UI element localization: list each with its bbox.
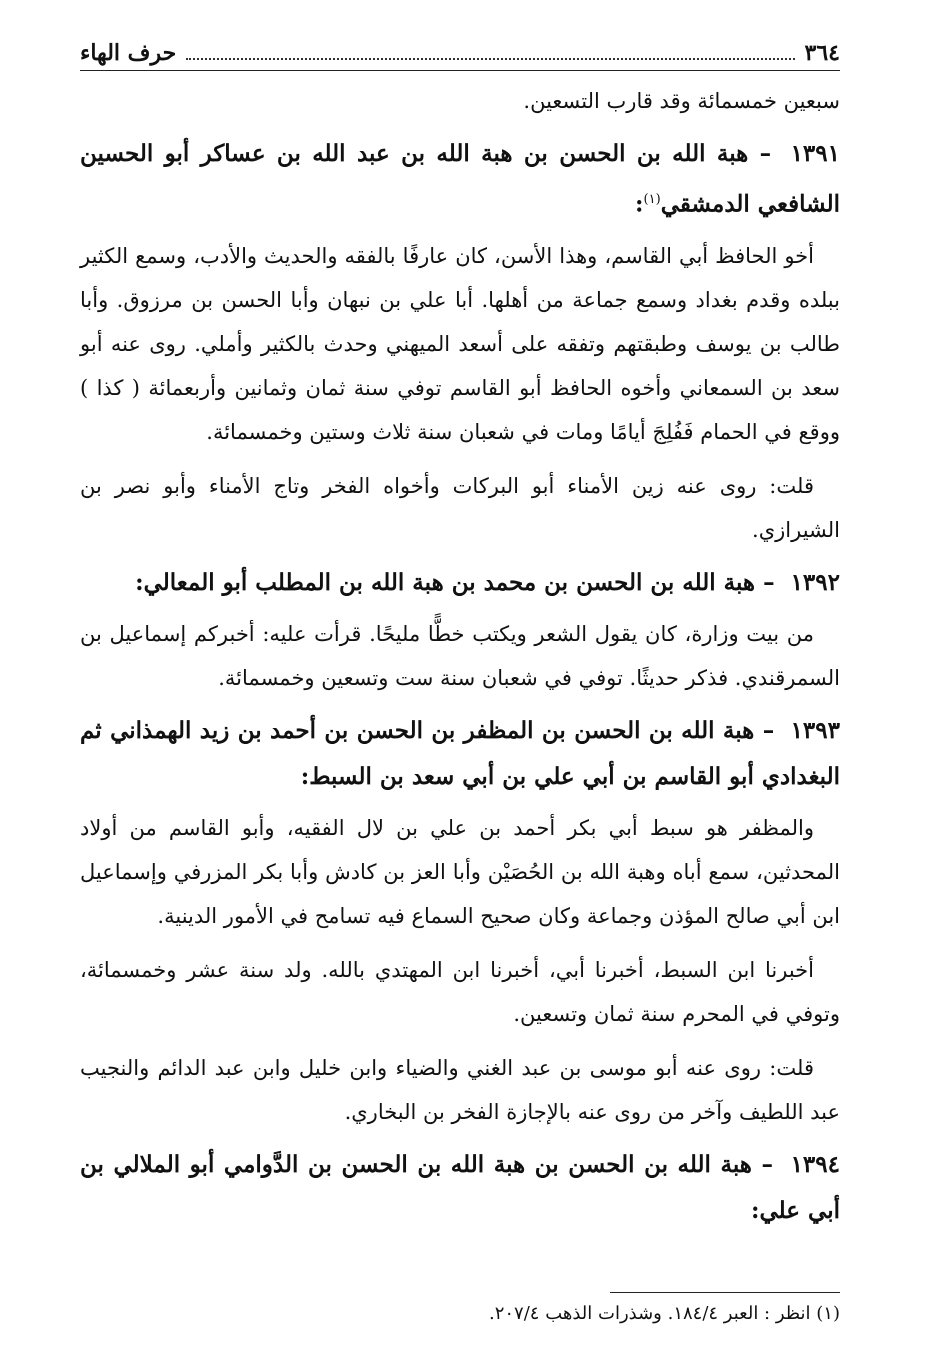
page-body <box>80 79 840 1234</box>
entry-title: هبة الله بن الحسن بن هبة الله بن الحسن بن الدَّوامي أبو الملالي بن أبي علي <box>80 1150 840 1224</box>
entry-colon: : <box>751 1196 760 1224</box>
paragraph: قلت: روى عنه أبو موسى بن عبد الغني والضياء وابن خليل وابن عبد الدائم والنجيب عبد اللطيف وآخر من روى عنه بالإجازة الفخر بن البخاري. <box>80 1055 840 1124</box>
entry-number: ١٣٩٤ <box>790 1150 840 1178</box>
footnote-divider <box>610 1292 840 1293</box>
page-header <box>80 40 840 71</box>
entry-title: هبة الله بن الحسن بن هبة الله بن عبد الله بن عساكر أبو الحسين الشافعي الدمشقي <box>80 140 840 218</box>
paragraph: قلت: روى عنه زين الأمناء أبو البركات وأخواه الفخر وتاج الأمناء وأبو نصر بن الشيرازي. <box>80 473 840 542</box>
entry-heading <box>80 131 840 228</box>
entry-dash: – <box>762 716 775 744</box>
paragraph: أخو الحافظ أبي القاسم، وهذا الأسن، كان عارفًا بالفقه والحديث والأدب، وسمع الكثير ببلده وقدم بغداد وسمع جماعة من أهلها. أبا علي بن نبهان وأبا الحسن بن مرزوق. وأبا طالب بن يوسف وطبقتهم وتفقه على أسعد الميهني وحدث بالكثير وأملي. روى عنه أبو سعد بن السمعاني وأخوه الحافظ أبو القاسم توفي سنة ثمان وثمانين وأربعمائة ( كذا ) ووقع في الحمام فَفُلِجَ أيامًا ومات في شعبان سنة ثلاث وستين وخمسمائة. <box>80 243 840 444</box>
paragraph: سبعين خمسمائة وقد قارب التسعين. <box>523 89 840 113</box>
entry-heading <box>80 708 840 800</box>
paragraph: من بيت وزارة، كان يقول الشعر ويكتب خطًّا مليحًا. قرأت عليه: أخبركم إسماعيل بن السمرقندي. فذكر حديثًا. توفي في شعبان سنة ست وتسعين وخمسمائة. <box>80 621 840 690</box>
entry-title: هبة الله بن الحسن بن محمد بن هبة الله بن المطلب أبو المعالي <box>143 568 756 596</box>
section-title: حرف الهاء <box>80 40 177 66</box>
entry-colon: : <box>635 190 644 218</box>
entry-colon: : <box>300 762 310 790</box>
entry-colon: : <box>135 568 144 596</box>
entry-heading <box>80 1142 840 1234</box>
footnote: (١) انظر : العبر ١٨٤/٤. وشذرات الذهب ٢٠٧/٤. <box>488 1303 840 1324</box>
entry-number: ١٣٩٣ <box>790 716 840 744</box>
entry-number: ١٣٩١ <box>790 140 840 167</box>
entry-title: هبة الله بن الحسن بن المظفر بن الحسن بن أحمد بن زيد الهمذاني ثم البغدادي أبو القاسم بن أبي علي بن أبي سعد بن السبط <box>80 716 840 790</box>
entry-number: ١٣٩٢ <box>790 568 840 596</box>
paragraph: أخبرنا ابن السبط، أخبرنا أبي، أخبرنا ابن المهتدي بالله. ولد سنة عشر وخمسمائة، وتوفي في المحرم سنة ثمان وتسعين. <box>80 957 840 1026</box>
page-number: ٣٦٤ <box>804 40 840 66</box>
paragraph: والمظفر هو سبط أبي بكر أحمد بن علي بن لال الفقيه، وأبو القاسم من أولاد المحدثين، سمع أباه وهبة الله بن الحُصَيْن وأبا العز بن كادش وأبا بكر المزرفي وإسماعيل ابن أبي صالح المؤذن وجماعة وكان صحيح السماع فيه تسامح في الأمور الدينية. <box>80 815 840 928</box>
entry-heading <box>80 560 840 606</box>
entry-dash: – <box>763 568 775 596</box>
book-page <box>80 40 840 1340</box>
header-dots <box>186 58 794 60</box>
entry-dash: – <box>761 1150 773 1178</box>
entry-dash: – <box>759 140 772 167</box>
footnote-ref[interactable]: (١) <box>643 192 661 207</box>
